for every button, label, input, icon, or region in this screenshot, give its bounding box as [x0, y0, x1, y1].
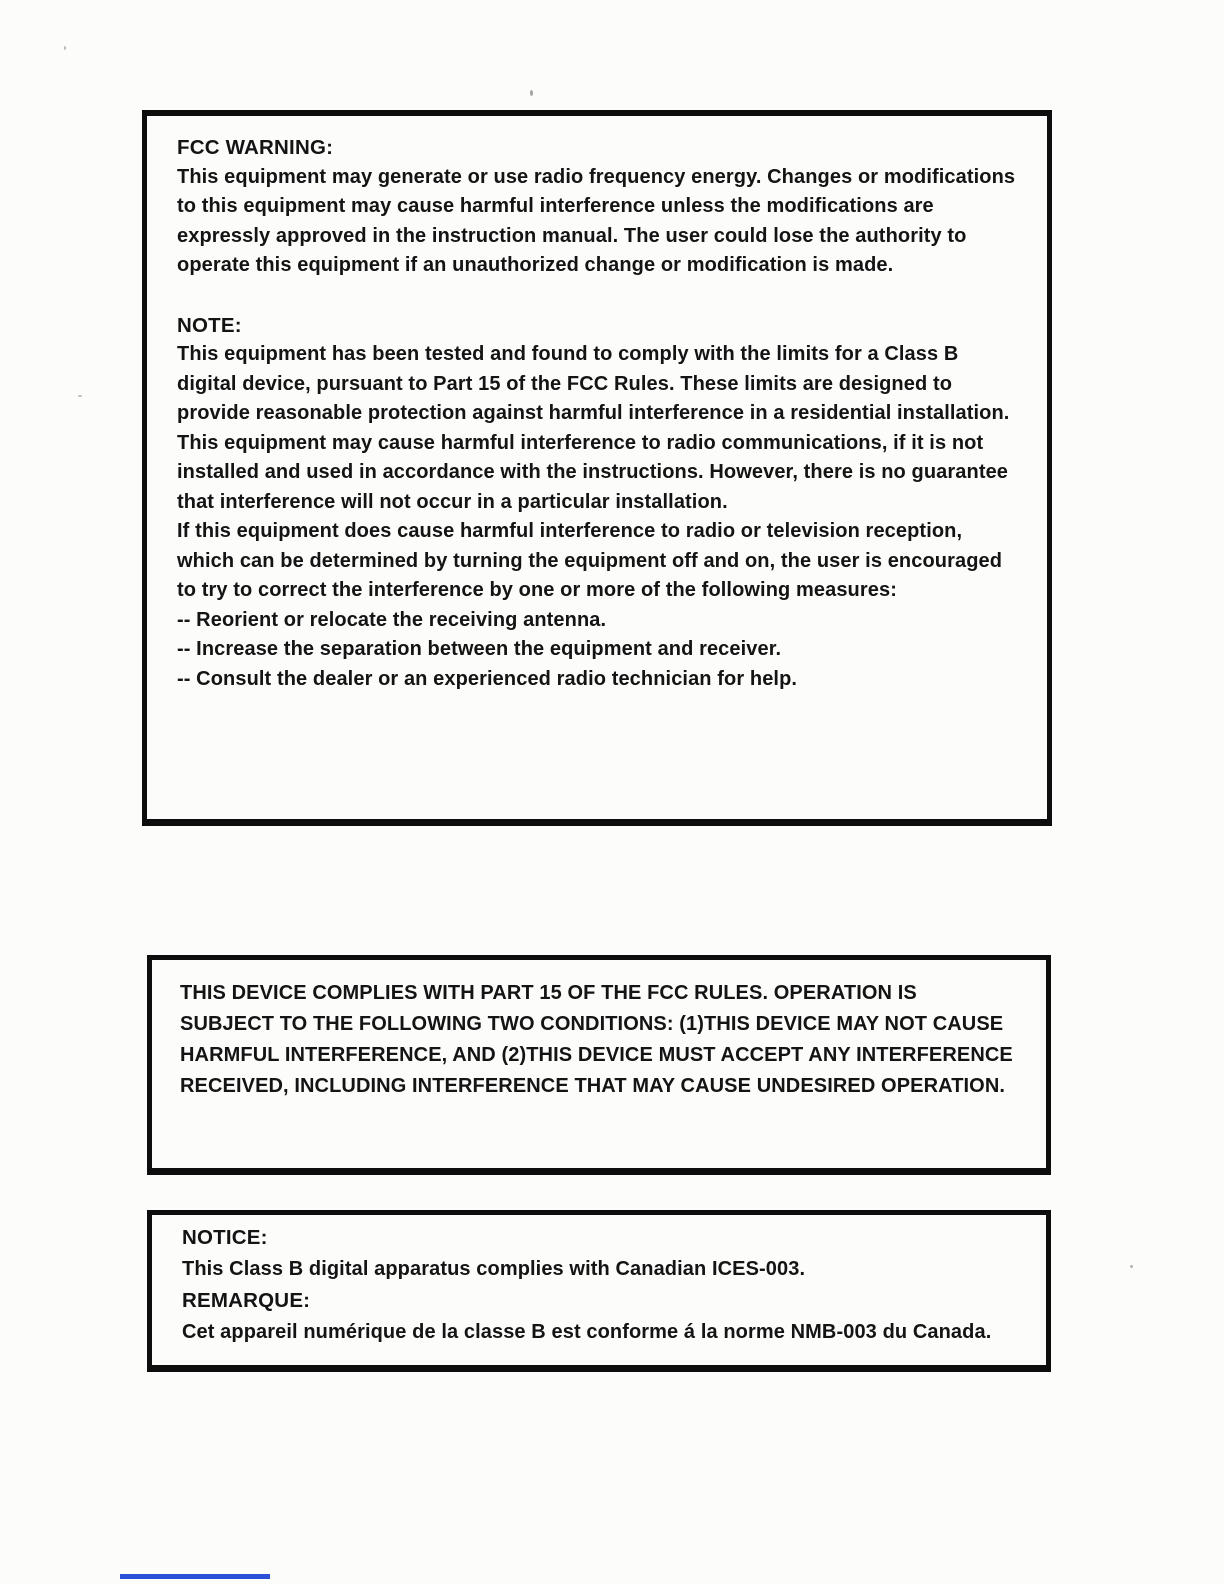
fcc-warning-box	[142, 110, 1052, 826]
note-body-paragraph-2: If this equipment does cause harmful interference to radio or television reception, which can be determined by turning the equipment off and on, the user is encouraged to try to correct the interference by one or more of the following measures:	[177, 520, 1003, 601]
notice-heading: NOTICE:	[182, 1226, 268, 1249]
paragraph-gap	[177, 281, 1019, 311]
scan-speck	[78, 395, 82, 397]
part15-compliance-box	[147, 955, 1051, 1175]
measure-item-reorient: -- Reorient or relocate the receiving antenna.	[177, 608, 607, 631]
scan-speck	[1130, 1265, 1133, 1268]
scan-speck	[530, 90, 533, 96]
scan-speck	[64, 46, 66, 50]
note-heading: NOTE:	[177, 313, 242, 337]
notice-body: This Class B digital apparatus complies with Canadian ICES-003.	[182, 1257, 806, 1280]
measure-item-separation: -- Increase the separation between the equipment and receiver.	[177, 638, 782, 660]
fcc-warning-heading: FCC WARNING:	[177, 136, 334, 159]
part15-compliance-text: THIS DEVICE COMPLIES WITH PART 15 OF THE FCC RULES. OPERATION IS SUBJECT TO THE FOLLOWING TWO CONDITIONS: (1)THIS DEVICE MAY NOT CAUSE HARMFUL INTERFERENCE, AND (2)THIS DEVICE MUST ACCEPT ANY INTERFERENCE RECEIVED, INCLUDING INTERFERENCE THAT MAY CAUSE UNDESIRED OPERATION.	[180, 982, 1013, 1097]
blue-underline-mark	[120, 1574, 270, 1579]
remarque-heading: REMARQUE:	[182, 1289, 311, 1312]
remarque-body: Cet appareil numérique de la classe B est conforme á la norme NMB-003 du Canada.	[182, 1320, 992, 1343]
canadian-notice-box	[147, 1210, 1051, 1372]
fcc-warning-body: This equipment may generate or use radio frequency energy. Changes or modifications to this equipment may cause harmful interference unless the modifications are expressly approved in the instruction manual. The user could lose the authority to operate this equipment if an unauthorized change or modification is made.	[177, 165, 1016, 276]
note-body-paragraph-1: This equipment has been tested and found to comply with the limits for a Class B digital device, pursuant to Part 15 of the FCC Rules. These limits are designed to provide reasonable protection against harmful interference in a residential installation. This equipment may cause harmful interference to radio communications, if it is not installed and used in accordance with the instructions. However, there is no guarantee that interference will not occur in a particular installation.	[177, 343, 1010, 513]
measure-item-consult-dealer: -- Consult the dealer or an experienced radio technician for help.	[177, 667, 798, 690]
